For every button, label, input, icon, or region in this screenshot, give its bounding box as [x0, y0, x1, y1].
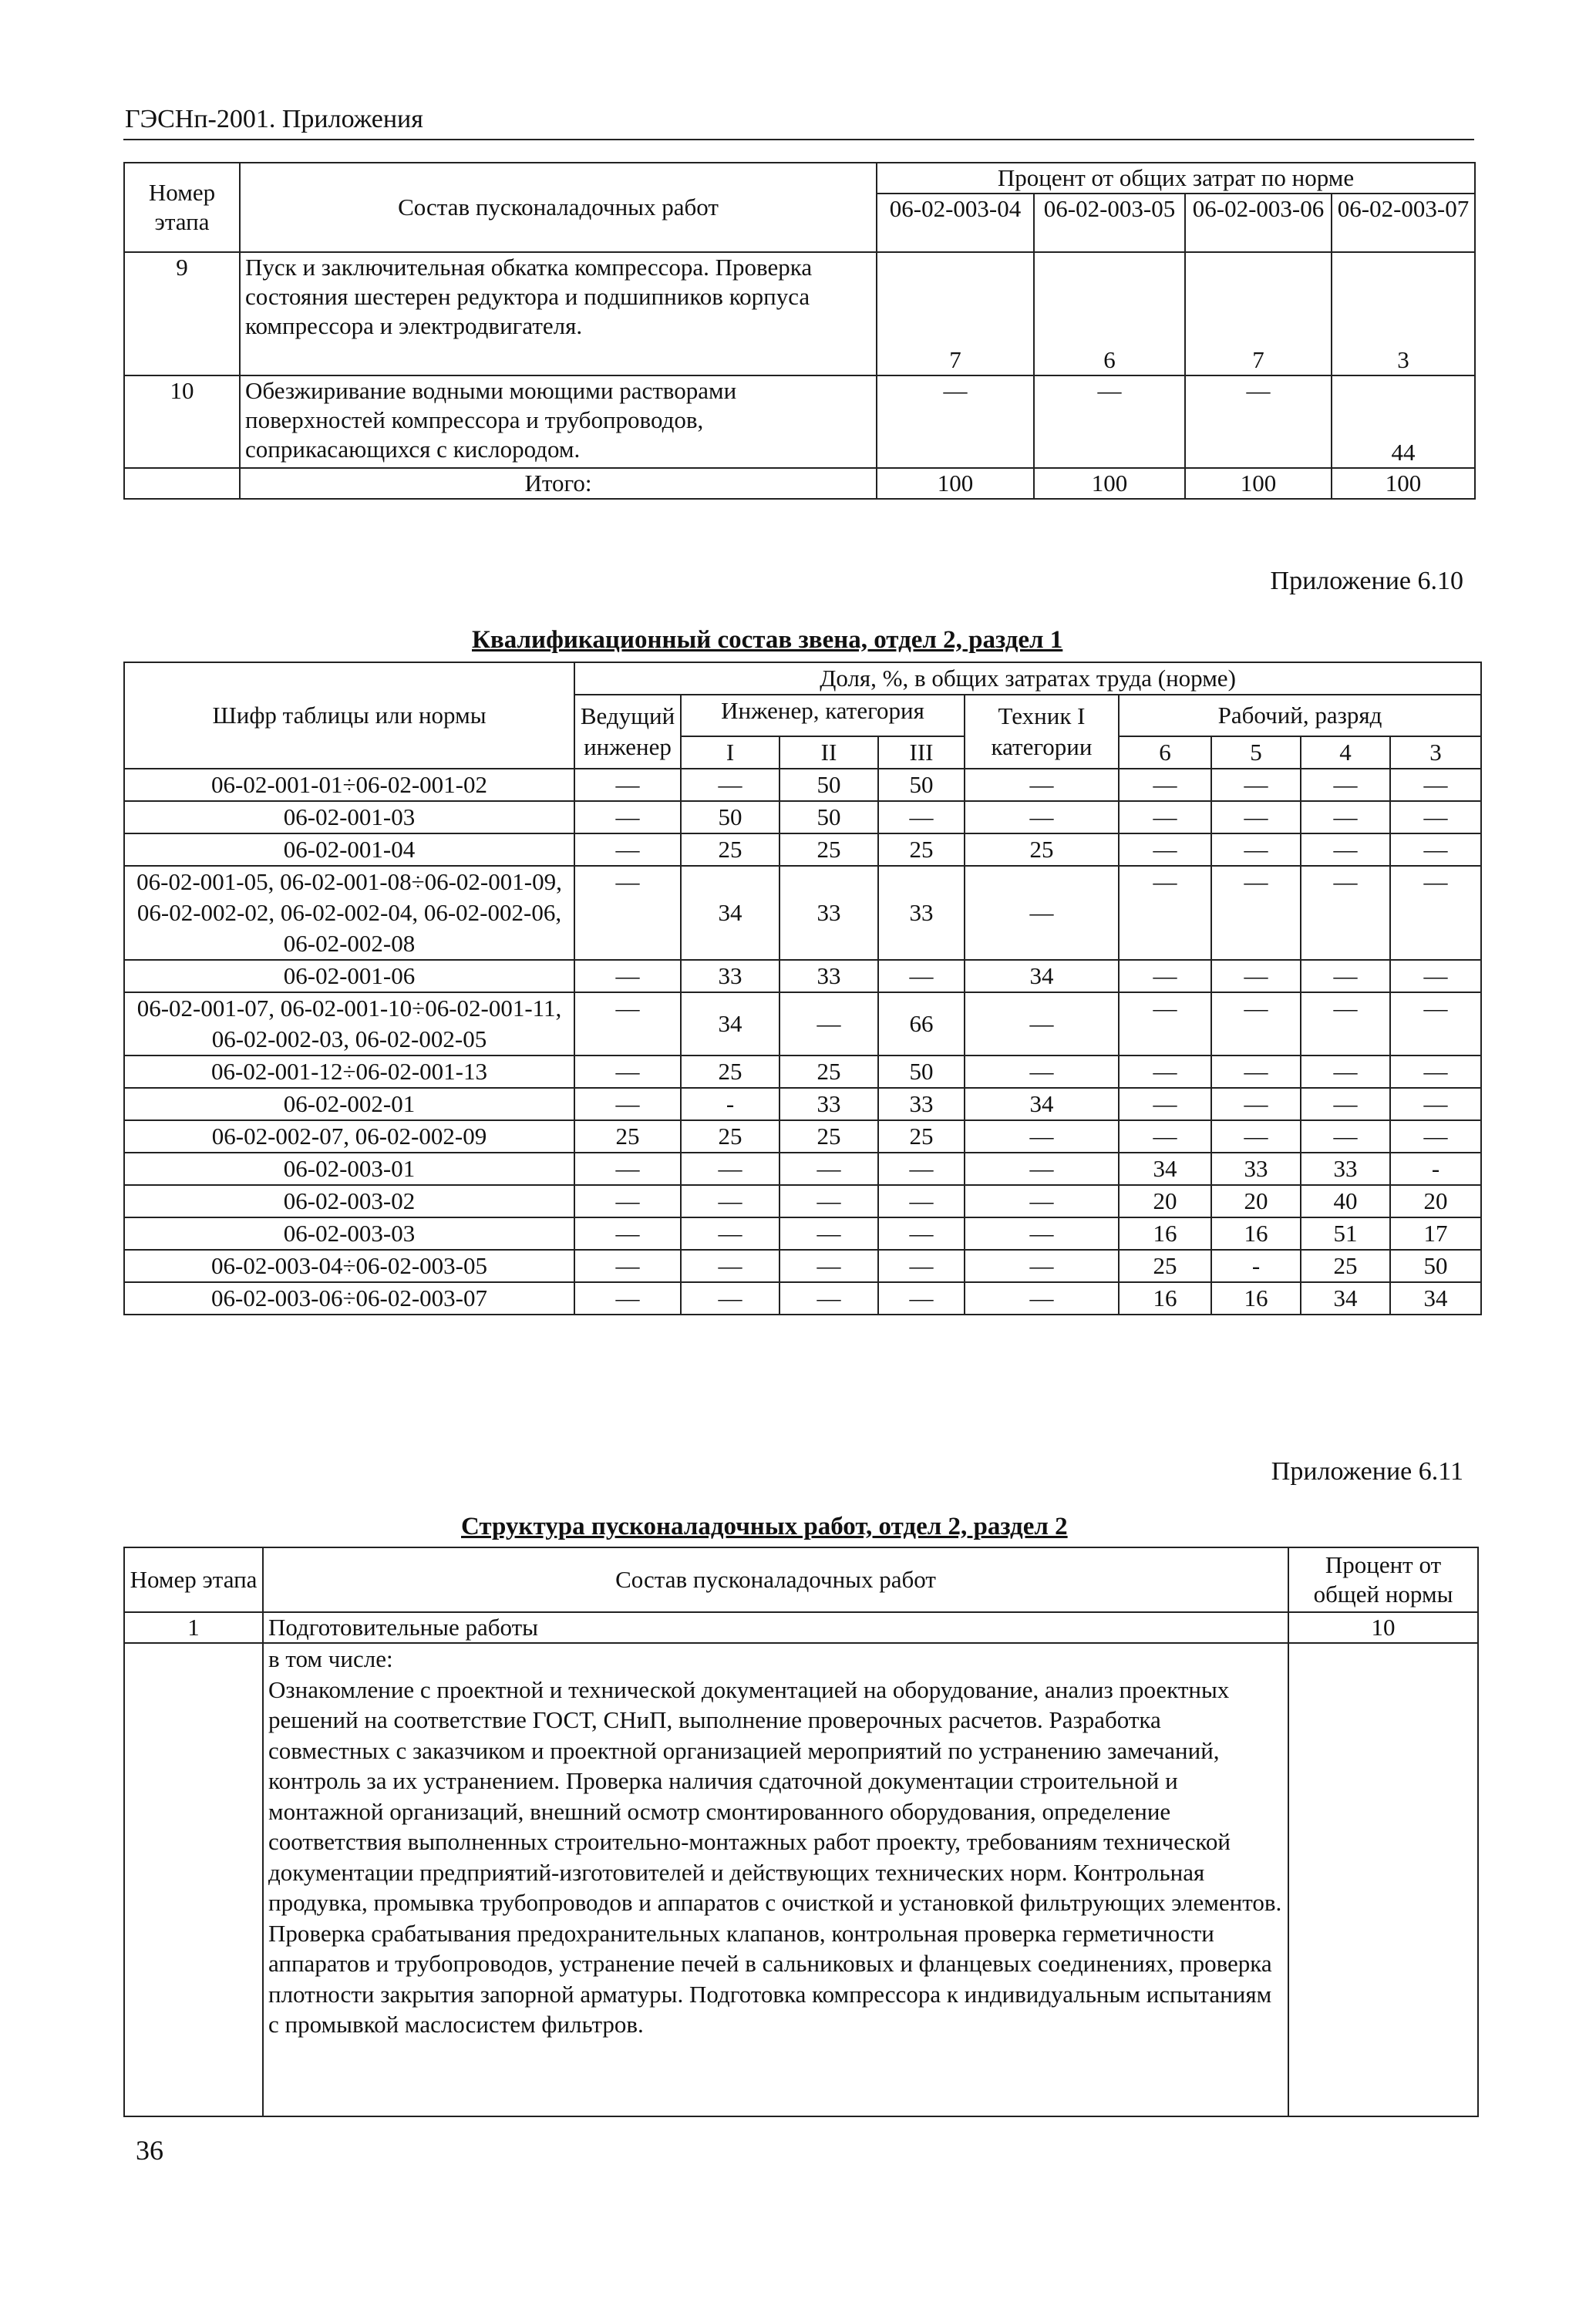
- share-value: 25: [878, 1120, 965, 1153]
- percent-value: 6: [1034, 252, 1185, 375]
- share-value: —: [965, 1282, 1119, 1315]
- share-value: 16: [1119, 1217, 1211, 1250]
- share-value: 25: [1301, 1250, 1390, 1282]
- share-value: 50: [681, 801, 779, 833]
- percent-value: 44: [1332, 375, 1475, 468]
- share-value: —: [574, 1088, 681, 1120]
- share-value: —: [965, 866, 1119, 960]
- share-value: 25: [681, 1055, 779, 1088]
- share-value: -: [1211, 1250, 1301, 1282]
- share-value: —: [779, 1185, 878, 1217]
- share-value: —: [779, 992, 878, 1055]
- share-value: —: [878, 1153, 965, 1185]
- share-value: —: [681, 1217, 779, 1250]
- share-value: 25: [779, 833, 878, 866]
- percent-header: Процент от общих затрат по норме: [877, 163, 1475, 194]
- including-label: в том числе:: [268, 1645, 393, 1672]
- appendix-label: Приложение 6.10: [1270, 567, 1463, 595]
- share-value: —: [878, 1217, 965, 1250]
- share-value: —: [574, 1055, 681, 1088]
- share-value: —: [965, 1250, 1119, 1282]
- share-value: —: [1390, 960, 1481, 992]
- table-title: Структура пусконаладочных работ, отдел 2, раздел 2: [461, 1513, 1068, 1540]
- share-value: 16: [1119, 1282, 1211, 1315]
- share-value: —: [965, 1153, 1119, 1185]
- share-value: 34: [965, 1088, 1119, 1120]
- stage-header: Номер этапа: [124, 163, 240, 252]
- norm-code: 06-02-002-01: [124, 1088, 574, 1120]
- stage-number: 10: [124, 375, 240, 468]
- share-value: 25: [779, 1120, 878, 1153]
- total-value: 100: [1185, 468, 1332, 499]
- total-value: 100: [877, 468, 1034, 499]
- share-value: 50: [878, 769, 965, 801]
- percent-value: 10: [1288, 1612, 1478, 1643]
- worker-header: Рабочий, разряд: [1119, 695, 1481, 736]
- norm-code: 06-02-001-12÷06-02-001-13: [124, 1055, 574, 1088]
- percent-value: —: [877, 375, 1034, 468]
- share-value: 16: [1211, 1217, 1301, 1250]
- worker-grade: 6: [1119, 736, 1211, 769]
- share-value: 51: [1301, 1217, 1390, 1250]
- share-value: —: [574, 833, 681, 866]
- share-value: —: [1119, 866, 1211, 960]
- engineer-category: III: [878, 736, 965, 769]
- share-value: —: [878, 1250, 965, 1282]
- share-value: —: [1211, 1088, 1301, 1120]
- share-value: —: [574, 1250, 681, 1282]
- share-value: —: [681, 1153, 779, 1185]
- share-value: —: [1211, 769, 1301, 801]
- share-value: —: [1390, 1088, 1481, 1120]
- share-value: —: [1119, 960, 1211, 992]
- share-value: —: [965, 992, 1119, 1055]
- engineer-category: I: [681, 736, 779, 769]
- norm-code: 06-02-002-07, 06-02-002-09: [124, 1120, 574, 1153]
- total-value: 100: [1034, 468, 1185, 499]
- share-value: —: [965, 1185, 1119, 1217]
- table-row: [124, 1250, 1481, 1282]
- share-value: 33: [779, 1088, 878, 1120]
- norm-code: 06-02-001-07, 06-02-001-10÷06-02-001-11, 06-02-002-03, 06-02-002-05: [124, 992, 574, 1055]
- share-value: 50: [779, 801, 878, 833]
- share-value: —: [965, 1217, 1119, 1250]
- share-value: 25: [878, 833, 965, 866]
- total-empty-cell: [124, 468, 240, 499]
- empty-cell: [124, 1643, 263, 2116]
- table-row: [124, 866, 1481, 960]
- share-value: 50: [779, 769, 878, 801]
- norm-code: 06-02-003-02: [124, 1185, 574, 1217]
- stage-title: Подготовительные работы: [263, 1612, 1288, 1643]
- share-value: —: [1301, 833, 1390, 866]
- share-value: —: [1301, 960, 1390, 992]
- share-header: Доля, %, в общих затратах труда (норме): [574, 662, 1481, 695]
- share-value: —: [1390, 866, 1481, 960]
- share-value: —: [1390, 992, 1481, 1055]
- share-value: —: [965, 769, 1119, 801]
- share-value: 20: [1390, 1185, 1481, 1217]
- norm-code: 06-02-003-04÷06-02-003-05: [124, 1250, 574, 1282]
- stage-description: Обезжиривание водными моющими растворами поверхностей компрессора и трубопроводов, соприкасающихся с кислородом.: [240, 375, 877, 468]
- share-value: —: [1119, 1120, 1211, 1153]
- share-value: 34: [681, 992, 779, 1055]
- share-value: —: [1211, 960, 1301, 992]
- norm-header: 06-02-003-07: [1332, 194, 1475, 252]
- share-value: —: [1390, 801, 1481, 833]
- worker-grade: 5: [1211, 736, 1301, 769]
- share-value: 25: [779, 1055, 878, 1088]
- percent-value: 3: [1332, 252, 1475, 375]
- stage-number: 9: [124, 252, 240, 375]
- share-value: —: [1211, 1120, 1301, 1153]
- page-number: 36: [136, 2135, 163, 2166]
- table-row: [124, 1185, 1481, 1217]
- share-value: 34: [1390, 1282, 1481, 1315]
- share-value: —: [681, 1282, 779, 1315]
- qualification-table: [123, 662, 1482, 1315]
- table-row: [124, 801, 1481, 833]
- share-value: —: [878, 960, 965, 992]
- share-value: —: [574, 1153, 681, 1185]
- share-value: —: [1390, 769, 1481, 801]
- share-value: —: [1390, 1055, 1481, 1088]
- share-value: —: [1119, 992, 1211, 1055]
- share-value: -: [1390, 1153, 1481, 1185]
- table-row: [124, 960, 1481, 992]
- total-value: 100: [1332, 468, 1475, 499]
- share-value: —: [1301, 992, 1390, 1055]
- share-value: —: [1390, 833, 1481, 866]
- norm-code: 06-02-003-03: [124, 1217, 574, 1250]
- share-value: —: [681, 1250, 779, 1282]
- share-value: 33: [779, 866, 878, 960]
- share-value: -: [681, 1088, 779, 1120]
- appendix-label: Приложение 6.11: [1271, 1457, 1463, 1486]
- share-value: —: [574, 801, 681, 833]
- table-row: [124, 769, 1481, 801]
- share-value: 33: [779, 960, 878, 992]
- worker-grade: 4: [1301, 736, 1390, 769]
- qualification-table-body: [124, 769, 1481, 1315]
- empty-cell: [1288, 1643, 1478, 2116]
- share-value: —: [1119, 1088, 1211, 1120]
- share-value: —: [779, 1282, 878, 1315]
- share-value: —: [965, 1120, 1119, 1153]
- share-value: —: [1390, 1120, 1481, 1153]
- engineer-category: II: [779, 736, 878, 769]
- stage-description: Пуск и заключительная обкатка компрессора. Проверка состояния шестерен редуктора и подшипников корпуса компрессора и электродвигателя.: [240, 252, 877, 375]
- percent-value: 7: [1185, 252, 1332, 375]
- norm-code: 06-02-003-06÷06-02-003-07: [124, 1282, 574, 1315]
- share-value: 25: [965, 833, 1119, 866]
- share-value: 20: [1119, 1185, 1211, 1217]
- share-value: 25: [574, 1120, 681, 1153]
- share-value: —: [574, 1282, 681, 1315]
- share-value: —: [681, 1185, 779, 1217]
- table-row: [124, 1153, 1481, 1185]
- share-value: —: [1119, 769, 1211, 801]
- share-value: 17: [1390, 1217, 1481, 1250]
- share-value: —: [1119, 801, 1211, 833]
- share-value: —: [1211, 1055, 1301, 1088]
- share-value: —: [1301, 1055, 1390, 1088]
- share-value: —: [1301, 1088, 1390, 1120]
- share-value: 20: [1211, 1185, 1301, 1217]
- share-value: —: [1301, 801, 1390, 833]
- share-value: —: [1211, 992, 1301, 1055]
- share-value: —: [574, 769, 681, 801]
- share-value: —: [1211, 866, 1301, 960]
- norm-code: 06-02-001-04: [124, 833, 574, 866]
- share-value: 33: [878, 1088, 965, 1120]
- table-row: [124, 833, 1481, 866]
- header-rule: [123, 139, 1474, 140]
- share-value: —: [574, 992, 681, 1055]
- share-value: —: [574, 866, 681, 960]
- share-value: —: [1119, 1055, 1211, 1088]
- share-value: —: [1301, 866, 1390, 960]
- share-value: 33: [681, 960, 779, 992]
- stage-number: 1: [124, 1612, 263, 1643]
- share-value: 66: [878, 992, 965, 1055]
- share-value: —: [965, 1055, 1119, 1088]
- percent-value: 7: [877, 252, 1034, 375]
- share-value: 25: [1119, 1250, 1211, 1282]
- table-row: [124, 1282, 1481, 1315]
- table-row: [124, 1055, 1481, 1088]
- norm-header: 06-02-003-05: [1034, 194, 1185, 252]
- share-value: 25: [681, 833, 779, 866]
- table-row: [124, 1217, 1481, 1250]
- share-value: 34: [681, 866, 779, 960]
- share-value: —: [1301, 1120, 1390, 1153]
- share-value: —: [878, 801, 965, 833]
- share-value: 25: [681, 1120, 779, 1153]
- share-value: —: [878, 1282, 965, 1315]
- work-header: Состав пусконаладочных работ: [263, 1547, 1288, 1612]
- norm-header: 06-02-003-04: [877, 194, 1034, 252]
- percent-header: Процент от общей нормы: [1288, 1547, 1478, 1612]
- share-value: 33: [1211, 1153, 1301, 1185]
- norm-code: 06-02-001-01÷06-02-001-02: [124, 769, 574, 801]
- percent-value: —: [1185, 375, 1332, 468]
- share-value: 50: [878, 1055, 965, 1088]
- stage-header: Номер этапа: [124, 1547, 263, 1612]
- share-value: 50: [1390, 1250, 1481, 1282]
- share-value: —: [965, 801, 1119, 833]
- table-row: [124, 992, 1481, 1055]
- page-header: ГЭСНп-2001. Приложения: [125, 105, 423, 133]
- share-value: —: [681, 769, 779, 801]
- worker-grade: 3: [1390, 736, 1481, 769]
- share-value: 33: [1301, 1153, 1390, 1185]
- share-value: —: [574, 1185, 681, 1217]
- share-value: 40: [1301, 1185, 1390, 1217]
- share-value: 34: [1119, 1153, 1211, 1185]
- share-value: 34: [965, 960, 1119, 992]
- share-value: —: [1211, 801, 1301, 833]
- share-value: —: [1119, 833, 1211, 866]
- compressor-stages-table: [123, 162, 1476, 500]
- norm-code: 06-02-001-06: [124, 960, 574, 992]
- share-value: 33: [878, 866, 965, 960]
- share-value: —: [574, 960, 681, 992]
- table-row: [124, 1088, 1481, 1120]
- norm-header: 06-02-003-06: [1185, 194, 1332, 252]
- share-value: —: [574, 1217, 681, 1250]
- total-label: Итого:: [240, 468, 877, 499]
- share-value: —: [779, 1250, 878, 1282]
- share-value: 34: [1301, 1282, 1390, 1315]
- work-header: Состав пусконаладочных работ: [240, 163, 877, 252]
- share-value: —: [779, 1153, 878, 1185]
- share-value: —: [878, 1185, 965, 1217]
- table-row: [124, 1120, 1481, 1153]
- norm-code: 06-02-001-05, 06-02-001-08÷06-02-001-09, 06-02-002-02, 06-02-002-04, 06-02-002-06, 06-02-002-08: [124, 866, 574, 960]
- share-value: —: [1211, 833, 1301, 866]
- code-header: Шифр таблицы или нормы: [124, 662, 574, 769]
- norm-code: 06-02-001-03: [124, 801, 574, 833]
- table-title: Квалификационный состав звена, отдел 2, раздел 1: [472, 626, 1063, 654]
- share-value: 16: [1211, 1282, 1301, 1315]
- share-value: —: [1301, 769, 1390, 801]
- stage-details: Ознакомление с проектной и технической документацией на оборудование, анализ проектных решений на соответствие ГОСТ, СНиП, выполнение проверочных расчетов. Разработка совместных с заказчиком и проектной организацией мероприятий по устранению замечаний, контроль за их устранением. Проверка наличия сдаточной документации строительной и монтажной организаций, внешний осмотр смонтированного оборудования, определение соответствия выполненных строительно-монтажных работ проекту, требованиям технической документации предприятий-изготовителей и действующих технических норм. Контрольная продувка, промывка трубопроводов и аппаратов с очисткой и установкой фильтрующих элементов. Проверка срабатывания предохранительных клапанов, контрольная проверка герметичности аппаратов и трубопроводов, устранение печей в сальниковых и фланцевых соединениях, проверка плотности закрытия запорной арматуры. Подготовка компрессора к индивидуальным испытаниям с промывкой маслосистем фильтров.: [268, 1675, 1282, 2038]
- lead-engineer-header: Ведущий инженер: [574, 695, 681, 769]
- percent-value: —: [1034, 375, 1185, 468]
- engineer-header: Инженер, категория: [681, 695, 965, 736]
- commissioning-structure-table: [123, 1547, 1479, 2117]
- technician-header: Техник I категории: [965, 695, 1119, 769]
- share-value: —: [779, 1217, 878, 1250]
- norm-code: 06-02-003-01: [124, 1153, 574, 1185]
